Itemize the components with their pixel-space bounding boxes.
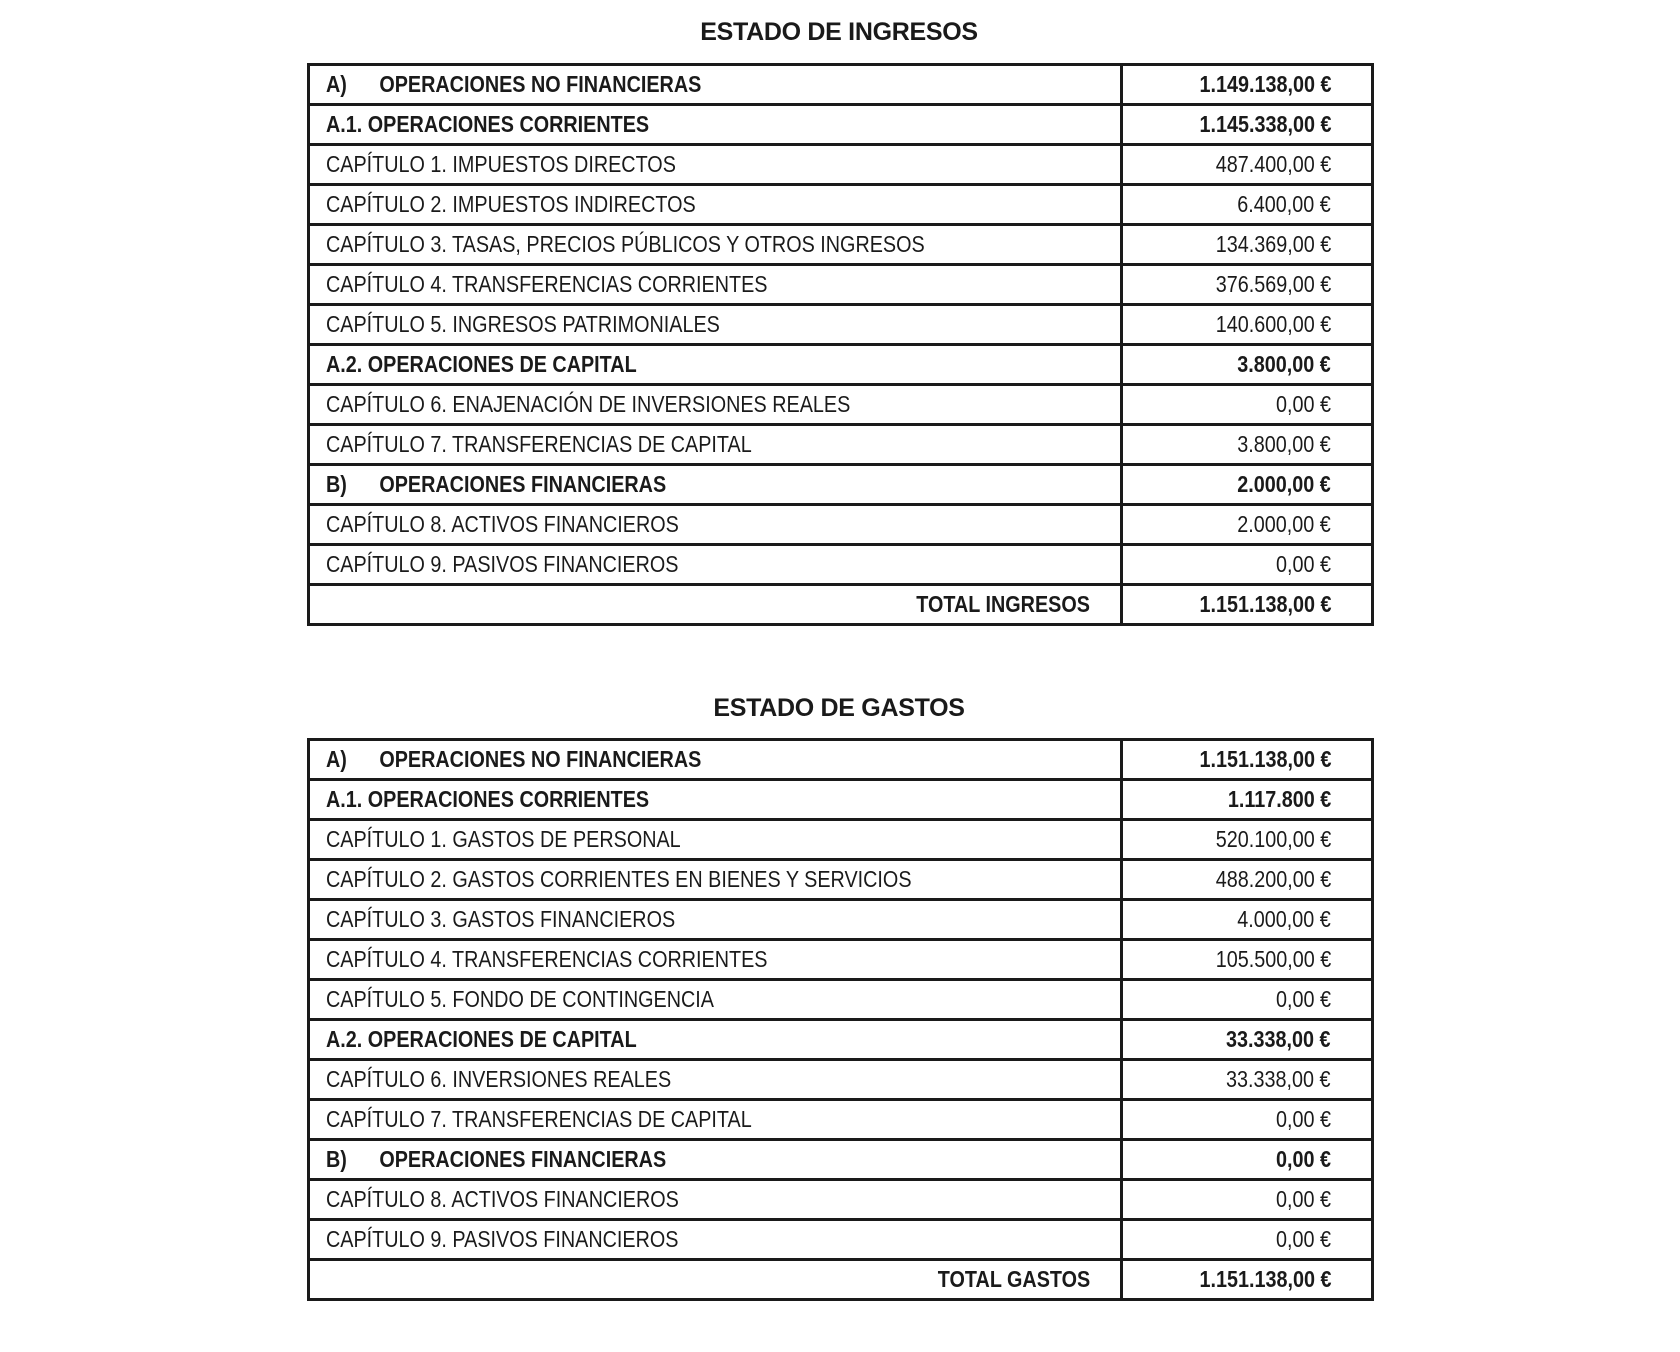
row-label-cell (309, 345, 1122, 385)
row-label (326, 1021, 637, 1058)
row-value: 520.100,00 € (1215, 826, 1331, 852)
row-label-cell (309, 1180, 1122, 1220)
row-label-text: CAPÍTULO 6. ENAJENACIÓN DE INVERSIONES REALES (326, 391, 851, 417)
table-row (309, 1100, 1373, 1140)
row-value-cell (1122, 1060, 1373, 1100)
total-row (309, 1260, 1373, 1300)
gastos-title-text: ESTADO DE GASTOS (713, 694, 965, 722)
row-label (326, 821, 681, 858)
row-label-cell (309, 465, 1122, 505)
table-row (309, 65, 1373, 105)
row-label-cell (309, 505, 1122, 545)
row-value: 105.500,00 € (1215, 946, 1331, 972)
table-row (309, 1060, 1373, 1100)
row-label-text: CAPÍTULO 1. IMPUESTOS DIRECTOS (326, 151, 676, 177)
row-prefix: B) (326, 1146, 347, 1172)
row-value-cell (1122, 425, 1373, 465)
row-value-cell (1122, 185, 1373, 225)
row-label (326, 506, 679, 543)
row-label (326, 546, 678, 583)
row-value: 33.338,00 € (1226, 1066, 1331, 1092)
row-label-cell (309, 980, 1122, 1020)
row-label-text: CAPÍTULO 1. GASTOS DE PERSONAL (326, 826, 681, 852)
row-label (326, 66, 701, 103)
ingresos-title-text: ESTADO DE INGRESOS (700, 18, 978, 46)
row-value-cell (1122, 1180, 1373, 1220)
row-label-cell (309, 545, 1122, 585)
table-row (309, 505, 1373, 545)
row-value-cell (1122, 65, 1373, 105)
row-value-cell (1122, 225, 1373, 265)
row-label (326, 186, 696, 223)
row-label (326, 861, 912, 898)
row-value: 0,00 € (1276, 1226, 1331, 1252)
row-value-cell (1122, 1100, 1373, 1140)
ingresos-title (307, 17, 1371, 47)
row-label-text: CAPÍTULO 9. PASIVOS FINANCIEROS (326, 1226, 679, 1252)
row-label (326, 426, 752, 463)
row-value: 376.569,00 € (1215, 271, 1331, 297)
row-label (326, 306, 720, 343)
row-label-text: CAPÍTULO 5. INGRESOS PATRIMONIALES (326, 311, 720, 337)
row-label (326, 386, 850, 423)
table-row (309, 860, 1373, 900)
total-label: TOTAL GASTOS (937, 1266, 1090, 1292)
row-label-text: A.1. OPERACIONES CORRIENTES (326, 786, 650, 812)
row-value-cell (1122, 980, 1373, 1020)
row-value: 1.151.138,00 € (1199, 746, 1331, 772)
row-label-cell (309, 305, 1122, 345)
table-row (309, 225, 1373, 265)
row-label-text: OPERACIONES FINANCIERAS (379, 471, 667, 497)
row-label-cell (309, 225, 1122, 265)
row-label-cell (309, 1020, 1122, 1060)
row-value-cell (1122, 465, 1373, 505)
row-label (326, 1181, 679, 1218)
row-label-cell (309, 1220, 1122, 1260)
table-row (309, 465, 1373, 505)
gastos-title (307, 693, 1371, 723)
total-value-cell (1122, 585, 1373, 625)
ingresos-table (307, 63, 1374, 626)
row-label (326, 1141, 666, 1178)
row-value-cell (1122, 1140, 1373, 1180)
table-row (309, 185, 1373, 225)
row-label-cell (309, 1060, 1122, 1100)
row-label-text: CAPÍTULO 8. ACTIVOS FINANCIEROS (326, 1186, 679, 1212)
total-label-cell (309, 1260, 1122, 1300)
row-label-text: CAPÍTULO 9. PASIVOS FINANCIEROS (326, 551, 679, 577)
row-value: 0,00 € (1276, 1146, 1331, 1172)
row-label (326, 1061, 671, 1098)
row-value: 2.000,00 € (1237, 471, 1331, 497)
table-row (309, 545, 1373, 585)
row-value: 6.400,00 € (1237, 191, 1331, 217)
row-label-cell (309, 780, 1122, 820)
row-label-cell (309, 185, 1122, 225)
row-label-cell (309, 105, 1122, 145)
row-label (326, 466, 666, 503)
row-label-cell (309, 385, 1122, 425)
table-row (309, 1180, 1373, 1220)
row-value: 0,00 € (1276, 551, 1331, 577)
total-value: 1.151.138,00 € (1199, 591, 1331, 617)
row-value: 1.149.138,00 € (1199, 71, 1331, 97)
row-prefix: A) (326, 746, 347, 772)
row-label-cell (309, 65, 1122, 105)
table-row (309, 265, 1373, 305)
row-label-cell (309, 1140, 1122, 1180)
row-value: 33.338,00 € (1226, 1026, 1331, 1052)
table-row (309, 145, 1373, 185)
row-value: 134.369,00 € (1215, 231, 1331, 257)
row-label-text: OPERACIONES FINANCIERAS (379, 1146, 667, 1172)
row-label-text: CAPÍTULO 4. TRANSFERENCIAS CORRIENTES (326, 271, 768, 297)
row-prefix: A) (326, 71, 347, 97)
ingresos-table-body (309, 65, 1373, 625)
row-value-cell (1122, 820, 1373, 860)
row-label-cell (309, 940, 1122, 980)
table-row (309, 900, 1373, 940)
row-label (326, 941, 767, 978)
row-value-cell (1122, 1020, 1373, 1060)
row-value-cell (1122, 860, 1373, 900)
row-value-cell (1122, 1220, 1373, 1260)
row-value: 3.800,00 € (1237, 431, 1331, 457)
row-value: 1.145.338,00 € (1199, 111, 1331, 137)
row-label-cell (309, 820, 1122, 860)
row-value: 487.400,00 € (1215, 151, 1331, 177)
row-label (326, 781, 649, 818)
row-value-cell (1122, 145, 1373, 185)
row-label (326, 1221, 678, 1258)
row-label-text: OPERACIONES NO FINANCIERAS (379, 71, 702, 97)
row-label-text: CAPÍTULO 3. GASTOS FINANCIEROS (326, 906, 676, 932)
row-label (326, 266, 767, 303)
row-value: 1.117.800 € (1227, 786, 1331, 812)
table-row (309, 105, 1373, 145)
table-row (309, 980, 1373, 1020)
row-label-text: CAPÍTULO 7. TRANSFERENCIAS DE CAPITAL (326, 431, 752, 457)
row-value-cell (1122, 385, 1373, 425)
row-label-text: CAPÍTULO 2. GASTOS CORRIENTES EN BIENES Y SERVICIOS (326, 866, 912, 892)
table-row (309, 385, 1373, 425)
row-label-cell (309, 1100, 1122, 1140)
row-value-cell (1122, 940, 1373, 980)
row-value-cell (1122, 305, 1373, 345)
row-value: 4.000,00 € (1237, 906, 1331, 932)
table-row (309, 305, 1373, 345)
table-row (309, 940, 1373, 980)
row-value-cell (1122, 740, 1373, 780)
gastos-table-body (309, 740, 1373, 1300)
row-label (326, 146, 676, 183)
total-label: TOTAL INGRESOS (916, 591, 1090, 617)
row-value: 0,00 € (1276, 986, 1331, 1012)
row-label (326, 226, 925, 263)
total-value-cell (1122, 1260, 1373, 1300)
table-row (309, 820, 1373, 860)
table-row (309, 1140, 1373, 1180)
total-value: 1.151.138,00 € (1199, 1266, 1331, 1292)
row-label-text: OPERACIONES NO FINANCIERAS (379, 746, 702, 772)
row-label (326, 741, 701, 778)
row-label-text: CAPÍTULO 7. TRANSFERENCIAS DE CAPITAL (326, 1106, 752, 1132)
row-value-cell (1122, 265, 1373, 305)
row-label (326, 106, 649, 143)
table-row (309, 1220, 1373, 1260)
table-row (309, 345, 1373, 385)
row-prefix: B) (326, 471, 347, 497)
row-label-cell (309, 265, 1122, 305)
row-label-text: A.2. OPERACIONES DE CAPITAL (326, 1026, 637, 1052)
row-value: 0,00 € (1276, 1106, 1331, 1132)
row-label-text: CAPÍTULO 6. INVERSIONES REALES (326, 1066, 672, 1092)
row-value-cell (1122, 780, 1373, 820)
row-value-cell (1122, 505, 1373, 545)
row-value: 0,00 € (1276, 391, 1331, 417)
total-label-cell (309, 585, 1122, 625)
row-label-text: CAPÍTULO 2. IMPUESTOS INDIRECTOS (326, 191, 696, 217)
row-label-cell (309, 860, 1122, 900)
table-row (309, 1020, 1373, 1060)
row-value-cell (1122, 105, 1373, 145)
row-label-cell (309, 145, 1122, 185)
row-label-text: CAPÍTULO 5. FONDO DE CONTINGENCIA (326, 986, 714, 1012)
row-value: 140.600,00 € (1215, 311, 1331, 337)
row-label (326, 1101, 752, 1138)
row-label-text: A.1. OPERACIONES CORRIENTES (326, 111, 650, 137)
row-label-cell (309, 740, 1122, 780)
total-row (309, 585, 1373, 625)
row-value: 3.800,00 € (1237, 351, 1331, 377)
row-label (326, 901, 675, 938)
row-label (326, 981, 714, 1018)
row-value-cell (1122, 545, 1373, 585)
table-row (309, 780, 1373, 820)
row-label-text: CAPÍTULO 3. TASAS, PRECIOS PÚBLICOS Y OTROS INGRESOS (326, 231, 925, 257)
row-label-cell (309, 425, 1122, 465)
row-value-cell (1122, 900, 1373, 940)
row-value: 488.200,00 € (1215, 866, 1331, 892)
row-value-cell (1122, 345, 1373, 385)
row-label-cell (309, 900, 1122, 940)
row-label-text: CAPÍTULO 8. ACTIVOS FINANCIEROS (326, 511, 679, 537)
row-value: 0,00 € (1276, 1186, 1331, 1212)
table-row (309, 425, 1373, 465)
row-label-text: A.2. OPERACIONES DE CAPITAL (326, 351, 637, 377)
row-label (326, 346, 637, 383)
table-row (309, 740, 1373, 780)
row-value: 2.000,00 € (1237, 511, 1331, 537)
row-label-text: CAPÍTULO 4. TRANSFERENCIAS CORRIENTES (326, 946, 768, 972)
gastos-table (307, 738, 1374, 1301)
